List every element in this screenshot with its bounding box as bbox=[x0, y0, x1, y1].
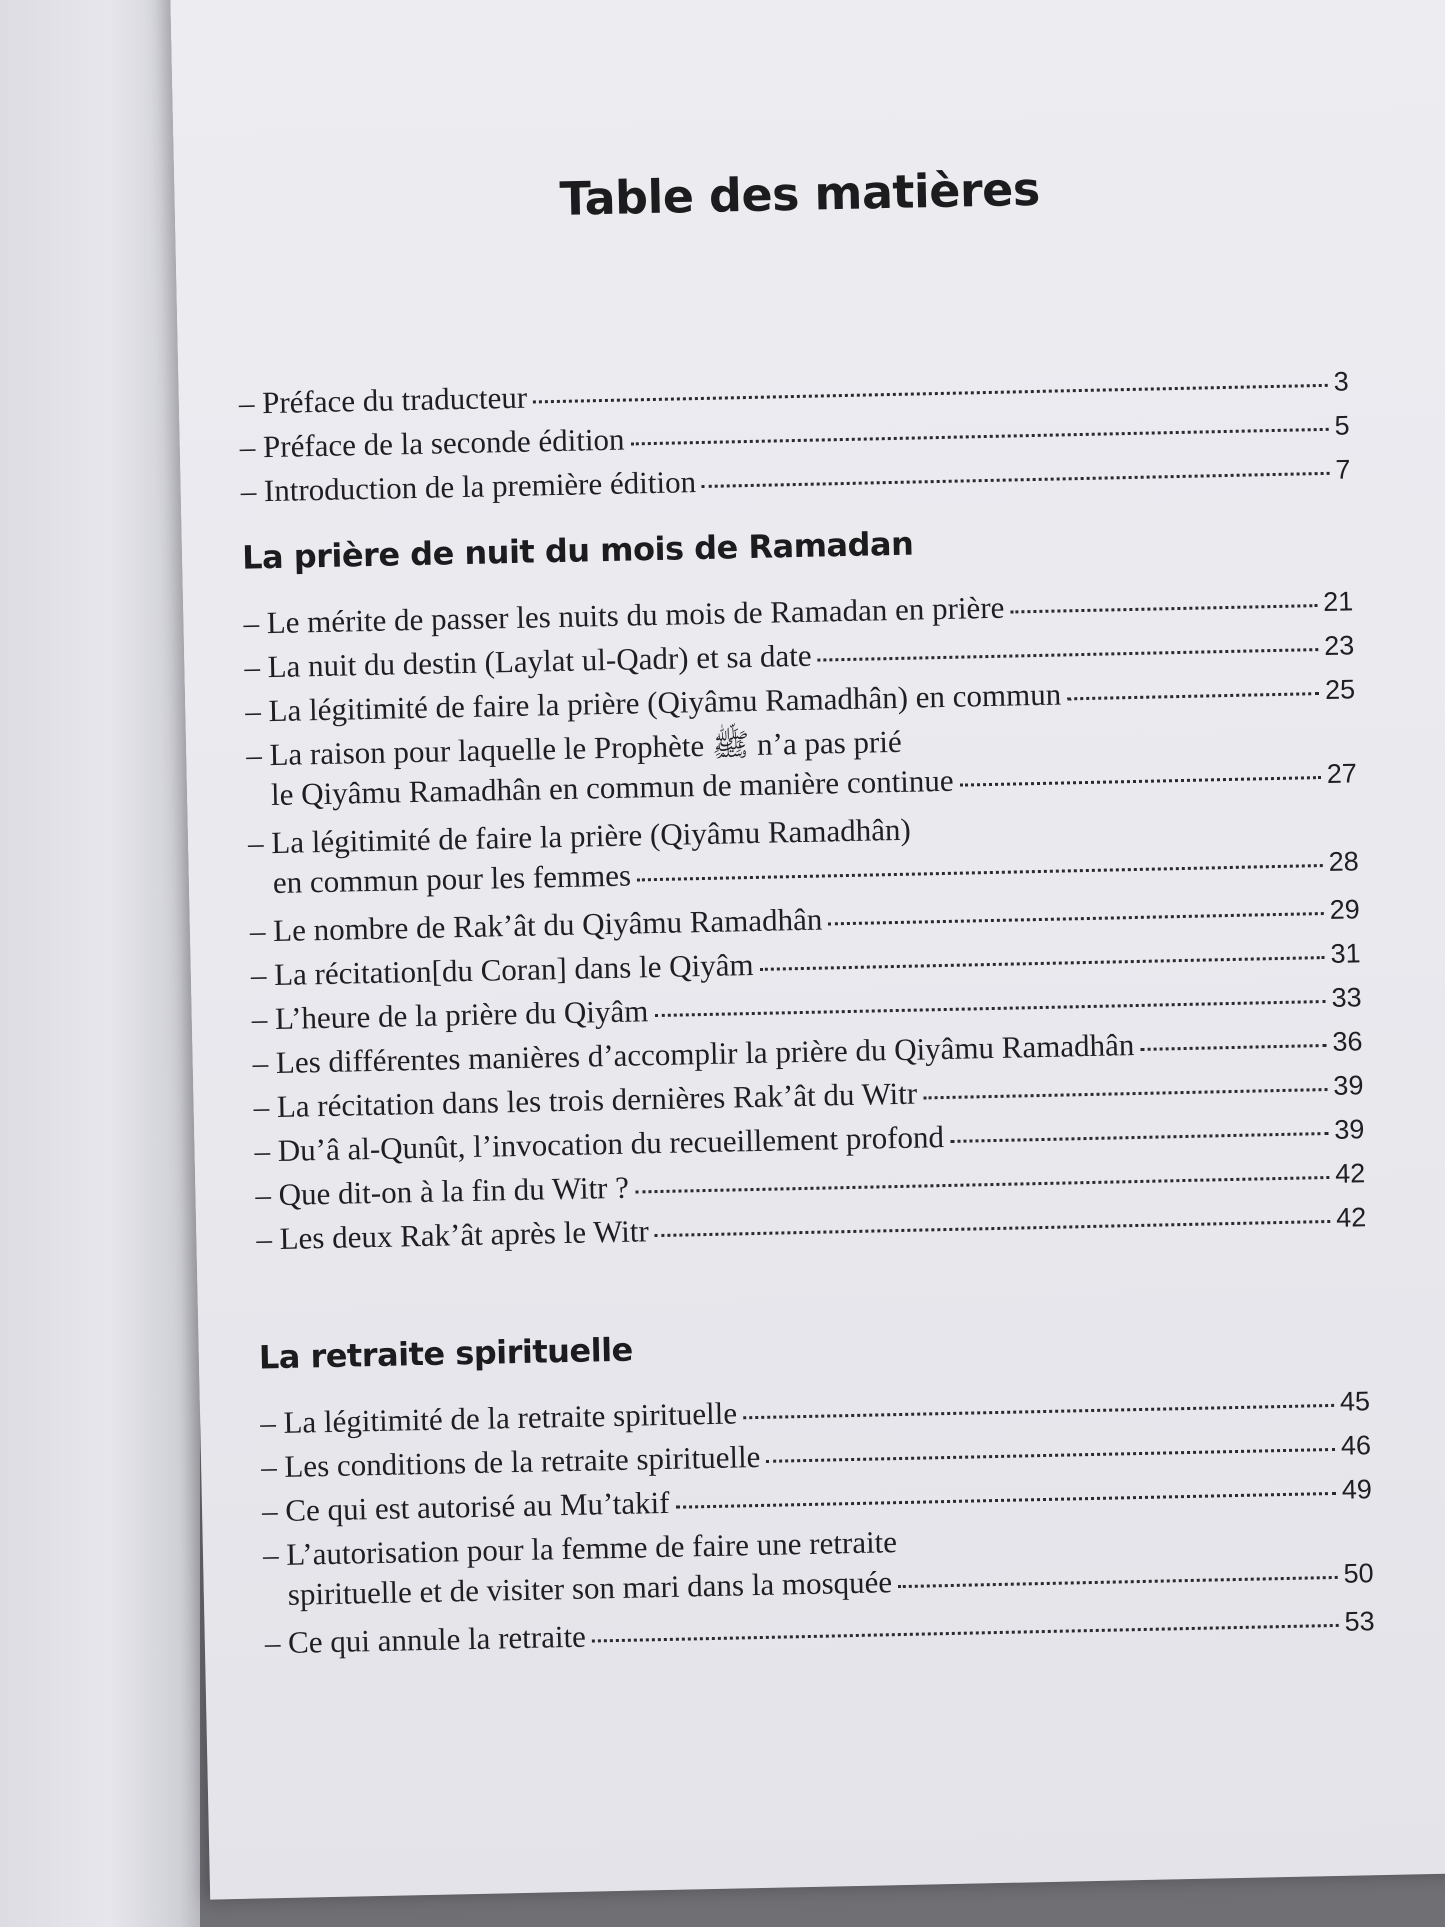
page-title: Table des matières bbox=[559, 161, 1041, 226]
toc-entry-first-line: – La légitimité de faire la prière (Qiyâmu Ramadhân) bbox=[247, 811, 912, 861]
dot-leader bbox=[631, 428, 1329, 446]
dot-leader bbox=[654, 1000, 1325, 1017]
toc-entry-first-line: – La raison pour laquelle le Prophète ﷺ n’a pas prié bbox=[245, 723, 903, 773]
dot-leader bbox=[635, 1176, 1329, 1194]
toc-entry-title: – La récitation[du Coran] dans le Qiyâm bbox=[250, 947, 754, 993]
page-number: 27 bbox=[1326, 758, 1358, 789]
dot-leader bbox=[533, 384, 1328, 404]
toc-entry-title: – Les conditions de la retraite spirituelle bbox=[260, 1438, 761, 1485]
dot-leader bbox=[960, 776, 1321, 787]
dot-leader bbox=[818, 648, 1319, 661]
toc-entry-title: – Ce qui annule la retraite bbox=[264, 1618, 587, 1661]
page-number: 31 bbox=[1330, 938, 1361, 969]
toc-entry-title: – La récitation dans les trois dernières Rak’ât du Witr bbox=[253, 1075, 918, 1125]
page-number: 7 bbox=[1335, 454, 1351, 485]
page-number: 39 bbox=[1333, 1114, 1365, 1145]
page-number: 28 bbox=[1328, 846, 1360, 877]
toc-entry-title: – Introduction de la première édition bbox=[240, 464, 697, 509]
toc-entry-first-line: – L’autorisation pour la femme de faire une retraite bbox=[262, 1524, 898, 1573]
section-title-spiritual-retreat: La retraite spirituelle bbox=[258, 1330, 634, 1377]
page-number: 49 bbox=[1341, 1474, 1373, 1505]
toc-entry-title: – Préface du traducteur bbox=[238, 379, 528, 421]
toc-entry bbox=[248, 800, 1359, 904]
toc-entry-title: – Que dit-on à la fin du Witr ? bbox=[255, 1169, 630, 1213]
dot-leader bbox=[592, 1624, 1339, 1643]
toc-entry-title: – Ce qui est autorisé au Mu’takif bbox=[261, 1484, 670, 1529]
toc-entry-title: – Les deux Rak’ât après le Witr bbox=[256, 1213, 650, 1257]
toc-entry-title: – Du’â al-Qunût, l’invocation du recueillement profond bbox=[254, 1119, 945, 1169]
page-number: 3 bbox=[1333, 366, 1349, 397]
toc-entry-title: le Qiyâmu Ramadhân en commun de manière continue bbox=[270, 762, 954, 813]
toc-entry-title: – Préface de la seconde édition bbox=[239, 421, 625, 465]
section-title-ramadan-night-prayer: La prière de nuit du mois de Ramadan bbox=[241, 524, 914, 577]
page-number: 5 bbox=[1334, 410, 1350, 441]
dot-leader bbox=[1067, 692, 1319, 700]
facing-page bbox=[0, 0, 200, 1927]
toc-entry-title: – La légitimité de faire la prière (Qiyâmu Ramadhân) en commun bbox=[244, 676, 1062, 729]
dot-leader bbox=[676, 1492, 1336, 1509]
page-number: 33 bbox=[1331, 982, 1362, 1013]
dot-leader bbox=[1140, 1044, 1326, 1051]
page-number: 50 bbox=[1343, 1558, 1374, 1589]
page-number: 45 bbox=[1339, 1386, 1371, 1417]
toc-entry-title: – La légitimité de la retraite spirituelle bbox=[259, 1395, 738, 1441]
dot-leader bbox=[766, 1448, 1335, 1463]
dot-leader bbox=[1010, 604, 1317, 613]
toc-entry-title: – Le nombre de Rak’ât du Qiyâmu Ramadhân bbox=[249, 901, 823, 949]
dot-leader bbox=[743, 1404, 1334, 1419]
dot-leader bbox=[655, 1220, 1330, 1237]
page-number: 39 bbox=[1333, 1070, 1364, 1101]
page-number: 46 bbox=[1340, 1430, 1372, 1461]
toc-entry-title: – Les différentes manières d’accomplir la prière du Qiyâmu Ramadhân bbox=[252, 1027, 1135, 1081]
dot-leader bbox=[828, 912, 1323, 925]
dot-leader bbox=[898, 1576, 1338, 1588]
book-page bbox=[170, 0, 1445, 1900]
page-number: 23 bbox=[1323, 630, 1355, 661]
dot-leader bbox=[702, 472, 1330, 488]
page-number: 21 bbox=[1322, 586, 1354, 617]
page-number: 25 bbox=[1324, 674, 1356, 705]
toc-entry-title: spirituelle et de visiter son mari dans la mosquée bbox=[287, 1564, 893, 1612]
page-number: 53 bbox=[1344, 1606, 1375, 1637]
dot-leader bbox=[760, 956, 1325, 971]
page-number: 42 bbox=[1335, 1202, 1367, 1233]
toc-entry-title: en commun pour les femmes bbox=[272, 857, 632, 901]
dot-leader bbox=[637, 864, 1323, 881]
toc-entry-title: – L’heure de la prière du Qiyâm bbox=[251, 993, 649, 1037]
toc-entry-title: – Le mérite de passer les nuits du mois de Ramadan en prière bbox=[243, 589, 1005, 641]
dot-leader bbox=[950, 1132, 1328, 1143]
page-number: 42 bbox=[1334, 1158, 1366, 1189]
page-number: 29 bbox=[1329, 894, 1361, 925]
dot-leader bbox=[923, 1088, 1327, 1099]
toc-entry-title: – La nuit du destin (Laylat ul-Qadr) et sa date bbox=[244, 637, 812, 685]
page-number: 36 bbox=[1332, 1026, 1363, 1057]
